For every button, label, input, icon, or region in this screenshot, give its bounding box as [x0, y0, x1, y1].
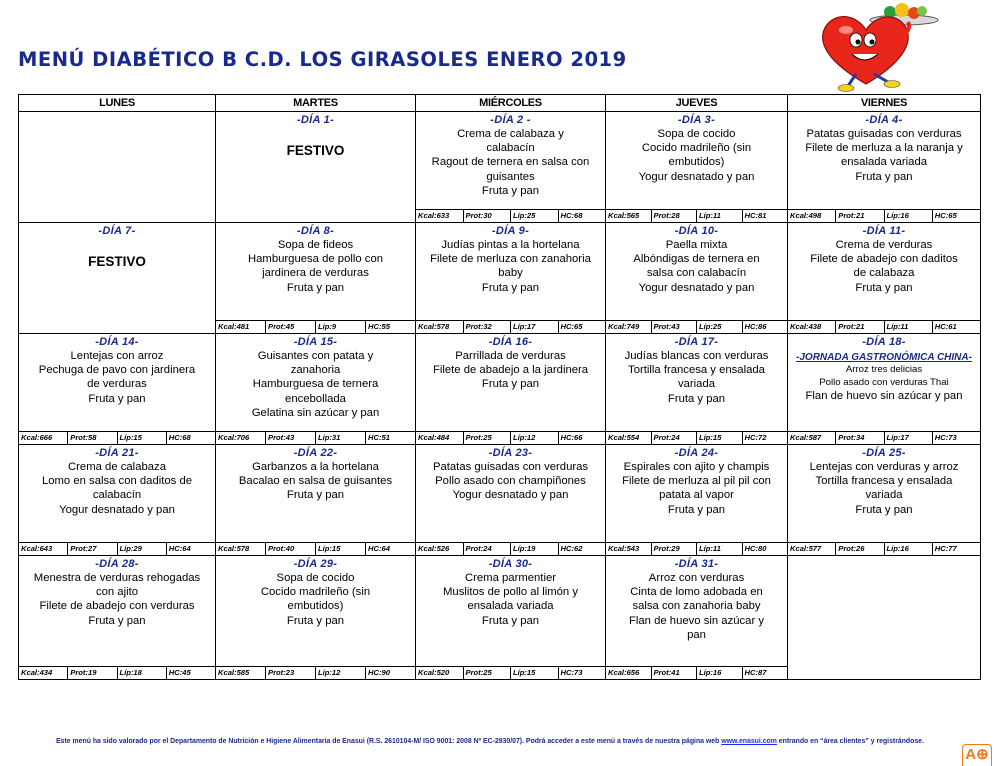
- dish-line: Judías blancas con verduras: [624, 350, 769, 362]
- protein-value: Prot:58: [67, 432, 116, 444]
- dish-line: Arroz con verduras: [648, 572, 745, 584]
- day-cell: [606, 556, 788, 680]
- lipid-value: Líp:29: [117, 543, 166, 555]
- day-cell-content: [216, 334, 415, 444]
- dish-line: Filete de merluza con zanahoria: [430, 253, 591, 266]
- carbs-value: HC:81: [742, 210, 788, 222]
- lipid-value: Líp:11: [884, 321, 932, 333]
- lipid-value: Líp:19: [510, 543, 558, 555]
- dish-line: Guisantes con patata y: [257, 350, 374, 362]
- day-cell-content: [416, 556, 605, 679]
- dish-line: Fruta y pan: [481, 184, 540, 197]
- protein-value: Prot:21: [835, 321, 883, 333]
- dish-line: Fruta y pan: [855, 170, 913, 183]
- dish-line: Fruta y pan: [855, 281, 913, 294]
- dish-line: Fruta y pan: [286, 281, 345, 294]
- nutrition-bar: [606, 666, 787, 679]
- dish-line: ensalada variada: [840, 156, 928, 169]
- kcal-value: Kcal:656: [608, 668, 640, 677]
- week-row: [19, 334, 981, 445]
- dish-line: Filete de abadejo con verduras: [39, 600, 195, 613]
- lipid-value: Líp:16: [884, 543, 932, 555]
- day-cell-content: [606, 556, 787, 679]
- dish-line: Flan de huevo sin azúcar y: [628, 614, 764, 627]
- kcal-value: Kcal:578: [218, 544, 250, 553]
- dish-line: salsa con calabacín: [646, 267, 747, 280]
- protein-value: Prot:28: [651, 210, 697, 222]
- day-cell: [606, 112, 788, 223]
- page-title: MENÚ DIABÉTICO B C.D. LOS GIRASOLES ENERO 2019: [18, 48, 627, 71]
- day-cell: [416, 223, 606, 334]
- weekday-header-row: [19, 95, 981, 112]
- nutrition-bar: [216, 431, 415, 444]
- dish-line: Patatas guisadas con verduras: [432, 461, 589, 473]
- week-row: [19, 112, 981, 223]
- kcal-value: Kcal:526: [418, 544, 450, 553]
- lipid-value: Líp:15: [510, 667, 558, 679]
- day-cell: [216, 223, 416, 334]
- lipid-value: Líp:17: [510, 321, 558, 333]
- protein-value: Prot:45: [265, 321, 315, 333]
- day-cell: [416, 112, 606, 223]
- carbs-value: HC:86: [742, 321, 788, 333]
- accessibility-badge-icon[interactable]: A⊕: [962, 744, 992, 766]
- dish-line: Ragout de ternera en salsa con: [431, 156, 590, 169]
- carbs-value: HC:73: [558, 667, 606, 679]
- dish-line: Fruta y pan: [88, 392, 146, 405]
- lipid-value: Líp:12: [510, 432, 558, 444]
- nutrition-bar: [606, 431, 787, 444]
- dish-line: Cocido madrileño (sin: [641, 142, 752, 155]
- lipid-value: Líp:16: [884, 210, 932, 222]
- protein-value: Prot:27: [67, 543, 116, 555]
- dish-line: Yogur desnatado y pan: [638, 281, 755, 294]
- day-cell: [19, 223, 216, 334]
- day-cell-content: [216, 223, 415, 333]
- day-cell: [788, 112, 981, 223]
- carbs-value: HC:90: [365, 667, 415, 679]
- lipid-value: Líp:18: [117, 667, 166, 679]
- heart-mascot-icon: [808, 2, 943, 92]
- day-cell: [788, 445, 981, 556]
- day-cell: [606, 334, 788, 445]
- day-label: -DÍA 24-: [674, 447, 719, 459]
- nutrition-bar: [216, 666, 415, 679]
- kcal-value: Kcal:578: [418, 322, 450, 331]
- day-cell: [216, 334, 416, 445]
- dish-line: de verduras: [87, 378, 147, 391]
- dish-line: Flan de huevo sin azúcar y pan: [805, 390, 963, 402]
- lipid-value: Líp:15: [315, 543, 365, 555]
- dish-line: Paella mixta: [665, 239, 728, 251]
- nutrition-bar: [416, 209, 605, 222]
- dish-line: Crema de calabaza: [68, 461, 166, 473]
- dish-line: de calabaza: [853, 267, 915, 280]
- day-label: -DÍA 30-: [488, 558, 533, 570]
- nutrition-bar: [19, 431, 215, 444]
- weekday-miercoles: MIÉRCOLES: [416, 95, 606, 112]
- carbs-value: HC:80: [742, 543, 788, 555]
- dish-line: Fruta y pan: [88, 614, 146, 627]
- day-cell-content: [788, 112, 980, 222]
- dish-line: variada: [865, 489, 903, 502]
- dish-line: Filete de merluza al pil pil con: [622, 475, 771, 488]
- footer-text-end: entrando en “área clientes” y registrándose.: [776, 738, 924, 745]
- nutrition-bar: [606, 320, 787, 333]
- kcal-value: Kcal:666: [21, 433, 53, 442]
- carbs-value: HC:64: [166, 543, 215, 555]
- protein-value: Prot:24: [651, 432, 697, 444]
- dish-line: Albóndigas de ternera en: [633, 253, 760, 266]
- lipid-value: Líp:9: [315, 321, 365, 333]
- dish-line: Filete de abadejo con daditos: [810, 253, 958, 266]
- day-cell-content: [19, 112, 215, 222]
- nutrition-bar: [788, 431, 980, 444]
- dish-line: jardinera de verduras: [262, 267, 369, 280]
- carbs-value: HC:72: [742, 432, 788, 444]
- dish-line: Fruta y pan: [481, 281, 540, 294]
- protein-value: Prot:43: [265, 432, 315, 444]
- holiday-label: FESTIVO: [286, 143, 345, 158]
- protein-value: Prot:32: [463, 321, 511, 333]
- dish-line: Fruta y pan: [286, 489, 345, 502]
- day-cell: [416, 445, 606, 556]
- nutrition-bar: [606, 209, 787, 222]
- carbs-value: HC:65: [558, 321, 606, 333]
- day-cell: [216, 112, 416, 223]
- protein-value: Prot:29: [651, 543, 697, 555]
- day-label: -DÍA 4-: [865, 114, 903, 126]
- day-cell: [606, 445, 788, 556]
- week-row: [19, 223, 981, 334]
- protein-value: Prot:34: [835, 432, 883, 444]
- protein-value: Prot:23: [265, 667, 315, 679]
- day-cell-content: [216, 112, 415, 222]
- dish-line: Pollo asado con verduras Thai: [819, 376, 949, 388]
- dish-line: Yogur desnatado y pan: [452, 489, 569, 502]
- dish-line: Pollo asado con champiñones: [435, 475, 586, 488]
- day-label: -DÍA 10-: [674, 225, 719, 237]
- kcal-value: Kcal:554: [608, 433, 640, 442]
- dish-line: Patatas guisadas con verduras: [806, 128, 962, 140]
- day-cell: [216, 556, 416, 680]
- nutrition-bar: [416, 666, 605, 679]
- dish-line: encebollada: [285, 392, 346, 405]
- day-cell-content: [216, 445, 415, 555]
- day-label: -DÍA 18-: [862, 336, 906, 348]
- carbs-value: HC:65: [932, 210, 980, 222]
- day-cell-content: [606, 112, 787, 222]
- protein-value: Prot:43: [651, 321, 697, 333]
- dish-line: Lomo en salsa con daditos de: [41, 475, 193, 488]
- dish-line: Crema de verduras: [835, 239, 933, 251]
- dish-line: Fruta y pan: [855, 503, 913, 516]
- lipid-value: Líp:31: [315, 432, 365, 444]
- dish-line: Fruta y pan: [667, 392, 726, 405]
- dish-line: pan: [687, 628, 706, 641]
- lipid-value: Líp:16: [696, 667, 742, 679]
- kcal-value: Kcal:543: [608, 544, 640, 553]
- protein-value: Prot:40: [265, 543, 315, 555]
- day-label: -DÍA 31-: [674, 558, 719, 570]
- lipid-value: Líp:12: [315, 667, 365, 679]
- carbs-value: HC:64: [365, 543, 415, 555]
- carbs-value: HC:51: [365, 432, 415, 444]
- day-label: -DÍA 17-: [674, 336, 719, 348]
- dish-line: Espirales con ajito y champis: [623, 461, 770, 473]
- kcal-value: Kcal:706: [218, 433, 250, 442]
- dish-line: Tortilla francesa y ensalada: [815, 475, 953, 488]
- dish-line: salsa con zanahoria baby: [632, 600, 761, 613]
- dish-line: Crema parmentier: [464, 572, 557, 584]
- protein-value: Prot:19: [67, 667, 116, 679]
- nutrition-bar: [19, 666, 215, 679]
- empty-day-cell: [19, 112, 216, 223]
- day-cell: [416, 556, 606, 680]
- dish-line: Hamburguesa de pollo con: [247, 253, 384, 266]
- dish-line: Hamburguesa de ternera: [252, 378, 379, 391]
- kcal-value: Kcal:643: [21, 544, 53, 553]
- carbs-value: HC:68: [166, 432, 215, 444]
- day-label: -DÍA 1-: [296, 114, 335, 126]
- dish-line: Lentejas con verduras y arroz: [809, 461, 959, 473]
- day-cell: [788, 223, 981, 334]
- day-label: -DÍA 2 -: [490, 114, 531, 126]
- dish-line: Sopa de fideos: [277, 239, 354, 251]
- dish-line: Cinta de lomo adobada en: [630, 586, 763, 599]
- dish-line: embutidos): [287, 600, 344, 613]
- nutrition-bar: [416, 320, 605, 333]
- day-cell-content: [19, 334, 215, 444]
- dish-line: Sopa de cocido: [276, 572, 355, 584]
- kcal-value: Kcal:633: [418, 211, 450, 220]
- dish-line: Arroz tres delicias: [845, 364, 923, 375]
- dish-line: ensalada variada: [467, 600, 554, 613]
- nutrition-bar: [416, 431, 605, 444]
- dish-line: variada: [677, 378, 716, 391]
- day-cell: [788, 334, 981, 445]
- day-label: -DÍA 15-: [293, 336, 338, 348]
- kcal-value: Kcal:585: [218, 668, 250, 677]
- special-event-label: -JORNADA GASTRONÓMICA CHINA-: [796, 352, 972, 363]
- carbs-value: HC:77: [932, 543, 980, 555]
- week-row: [19, 556, 981, 680]
- day-cell-content: [416, 223, 605, 333]
- dish-line: Judías pintas a la hortelana: [441, 239, 580, 251]
- day-cell-content: [788, 556, 980, 679]
- dish-line: patata al vapor: [659, 489, 734, 502]
- dish-line: Tortilla francesa y ensalada: [628, 364, 765, 377]
- day-label: -DÍA 21-: [95, 447, 139, 459]
- dish-line: Muslitos de pollo al limón y: [443, 586, 578, 599]
- day-label: -DÍA 14-: [95, 336, 139, 348]
- footer-text: Este menú ha sido valorado por el Departamento de Nutrición e Higiene Alimentaria de Enasui (R.S. 2610104-M/ ISO 9001: 2008 Nº EC-2930/07). Podrá acceder a este menú a través de nuestra página web: [56, 738, 722, 745]
- dish-line: Garbanzos a la hortelana: [252, 461, 379, 473]
- holiday-label: FESTIVO: [88, 254, 146, 269]
- kcal-value: Kcal:498: [790, 211, 822, 220]
- week-row: [19, 445, 981, 556]
- protein-value: Prot:25: [463, 667, 511, 679]
- day-label: -DÍA 11-: [862, 225, 906, 237]
- dish-line: Pechuga de pavo con jardinera: [38, 364, 196, 377]
- dish-line: Parrillada de verduras: [455, 350, 566, 362]
- kcal-value: Kcal:438: [790, 322, 822, 331]
- nutrition-bar: [788, 320, 980, 333]
- day-cell-content: [19, 556, 215, 679]
- day-label: -DÍA 16-: [488, 336, 533, 348]
- dish-line: Filete de abadejo a la jardinera: [432, 364, 589, 377]
- kcal-value: Kcal:484: [418, 433, 450, 442]
- dish-line: Fruta y pan: [481, 378, 540, 391]
- lipid-value: Líp:25: [510, 210, 558, 222]
- nutrition-bar: [606, 542, 787, 555]
- footer-note: [25, 736, 955, 747]
- dish-line: Fruta y pan: [667, 503, 726, 516]
- day-cell-content: [606, 223, 787, 333]
- kcal-value: Kcal:577: [790, 544, 822, 553]
- day-cell: [216, 445, 416, 556]
- day-label: -DÍA 23-: [488, 447, 533, 459]
- dish-line: Sopa de cocido: [657, 128, 736, 140]
- dish-line: Lentejas con arroz: [70, 350, 164, 362]
- day-cell: [19, 334, 216, 445]
- day-label: -DÍA 3-: [677, 114, 716, 126]
- lipid-value: Líp:17: [884, 432, 932, 444]
- weekday-jueves: JUEVES: [606, 95, 788, 112]
- day-cell-content: [19, 223, 215, 333]
- kcal-value: Kcal:481: [218, 322, 250, 331]
- nutrition-bar: [19, 542, 215, 555]
- dish-line: Cocido madrileño (sin: [260, 586, 371, 599]
- lipid-value: Líp:11: [696, 543, 742, 555]
- carbs-value: HC:55: [365, 321, 415, 333]
- protein-value: Prot:26: [835, 543, 883, 555]
- empty-day-cell: [788, 556, 981, 680]
- weekday-lunes: LUNES: [19, 95, 216, 112]
- day-label: -DÍA 25-: [862, 447, 906, 459]
- day-cell: [19, 445, 216, 556]
- day-cell-content: [788, 223, 980, 333]
- dish-line: baby: [498, 267, 523, 280]
- weekday-martes: MARTES: [216, 95, 416, 112]
- kcal-value: Kcal:565: [608, 211, 640, 220]
- day-cell-content: [416, 334, 605, 444]
- weekday-viernes: VIERNES: [788, 95, 981, 112]
- carbs-value: HC:62: [558, 543, 606, 555]
- day-label: -DÍA 29-: [293, 558, 338, 570]
- lipid-value: Líp:15: [117, 432, 166, 444]
- day-cell: [19, 556, 216, 680]
- dish-line: Bacalao en salsa de guisantes: [238, 475, 393, 488]
- day-label: -DÍA 8-: [296, 225, 335, 237]
- carbs-value: HC:66: [558, 432, 606, 444]
- dish-line: Gelatina sin azúcar y pan: [251, 406, 380, 419]
- kcal-value: Kcal:434: [21, 668, 53, 677]
- dish-line: zanahoria: [290, 364, 341, 377]
- dish-line: Filete de merluza a la naranja y: [805, 142, 963, 155]
- day-cell-content: [788, 334, 980, 444]
- day-label: -DÍA 7-: [98, 225, 136, 237]
- nutrition-bar: [788, 542, 980, 555]
- nutrition-bar: [416, 542, 605, 555]
- menu-table: [18, 94, 981, 680]
- dish-line: Fruta y pan: [481, 614, 540, 627]
- lipid-value: Líp:15: [696, 432, 742, 444]
- day-label: -DÍA 28-: [95, 558, 139, 570]
- day-cell-content: [19, 445, 215, 555]
- day-cell-content: [788, 445, 980, 555]
- dish-line: Yogur desnatado y pan: [638, 170, 755, 183]
- lipid-value: Líp:25: [696, 321, 742, 333]
- protein-value: Prot:25: [463, 432, 511, 444]
- carbs-value: HC:87: [742, 667, 788, 679]
- dish-line: guisantes: [486, 170, 535, 183]
- dish-line: Menestra de verduras rehogadas: [33, 572, 201, 584]
- day-label: -DÍA 9-: [491, 225, 530, 237]
- dish-line: embutidos): [668, 156, 725, 169]
- carbs-value: HC:68: [558, 210, 606, 222]
- kcal-value: Kcal:749: [608, 322, 640, 331]
- day-cell: [606, 223, 788, 334]
- carbs-value: HC:61: [932, 321, 980, 333]
- day-label: -DÍA 22-: [293, 447, 338, 459]
- protein-value: Prot:21: [835, 210, 883, 222]
- carbs-value: HC:73: [932, 432, 980, 444]
- dish-line: Crema de calabaza y: [457, 128, 564, 140]
- dish-line: calabacín: [486, 142, 535, 155]
- protein-value: Prot:24: [463, 543, 511, 555]
- carbs-value: HC:45: [166, 667, 215, 679]
- day-cell-content: [416, 112, 605, 222]
- kcal-value: Kcal:520: [418, 668, 450, 677]
- day-cell: [416, 334, 606, 445]
- dish-line: Fruta y pan: [286, 614, 345, 627]
- dish-line: Yogur desnatado y pan: [59, 503, 175, 516]
- day-cell-content: [216, 556, 415, 679]
- protein-value: Prot:30: [463, 210, 511, 222]
- dish-line: con ajito: [95, 586, 139, 599]
- kcal-value: Kcal:587: [790, 433, 822, 442]
- nutrition-bar: [788, 209, 980, 222]
- day-cell-content: [416, 445, 605, 555]
- footer-link[interactable]: www.enasui.com: [721, 738, 777, 745]
- dish-line: calabacín: [92, 489, 142, 502]
- day-cell-content: [606, 445, 787, 555]
- nutrition-bar: [216, 320, 415, 333]
- day-cell-content: [606, 334, 787, 444]
- protein-value: Prot:41: [651, 667, 697, 679]
- nutrition-bar: [216, 542, 415, 555]
- lipid-value: Líp:11: [696, 210, 742, 222]
